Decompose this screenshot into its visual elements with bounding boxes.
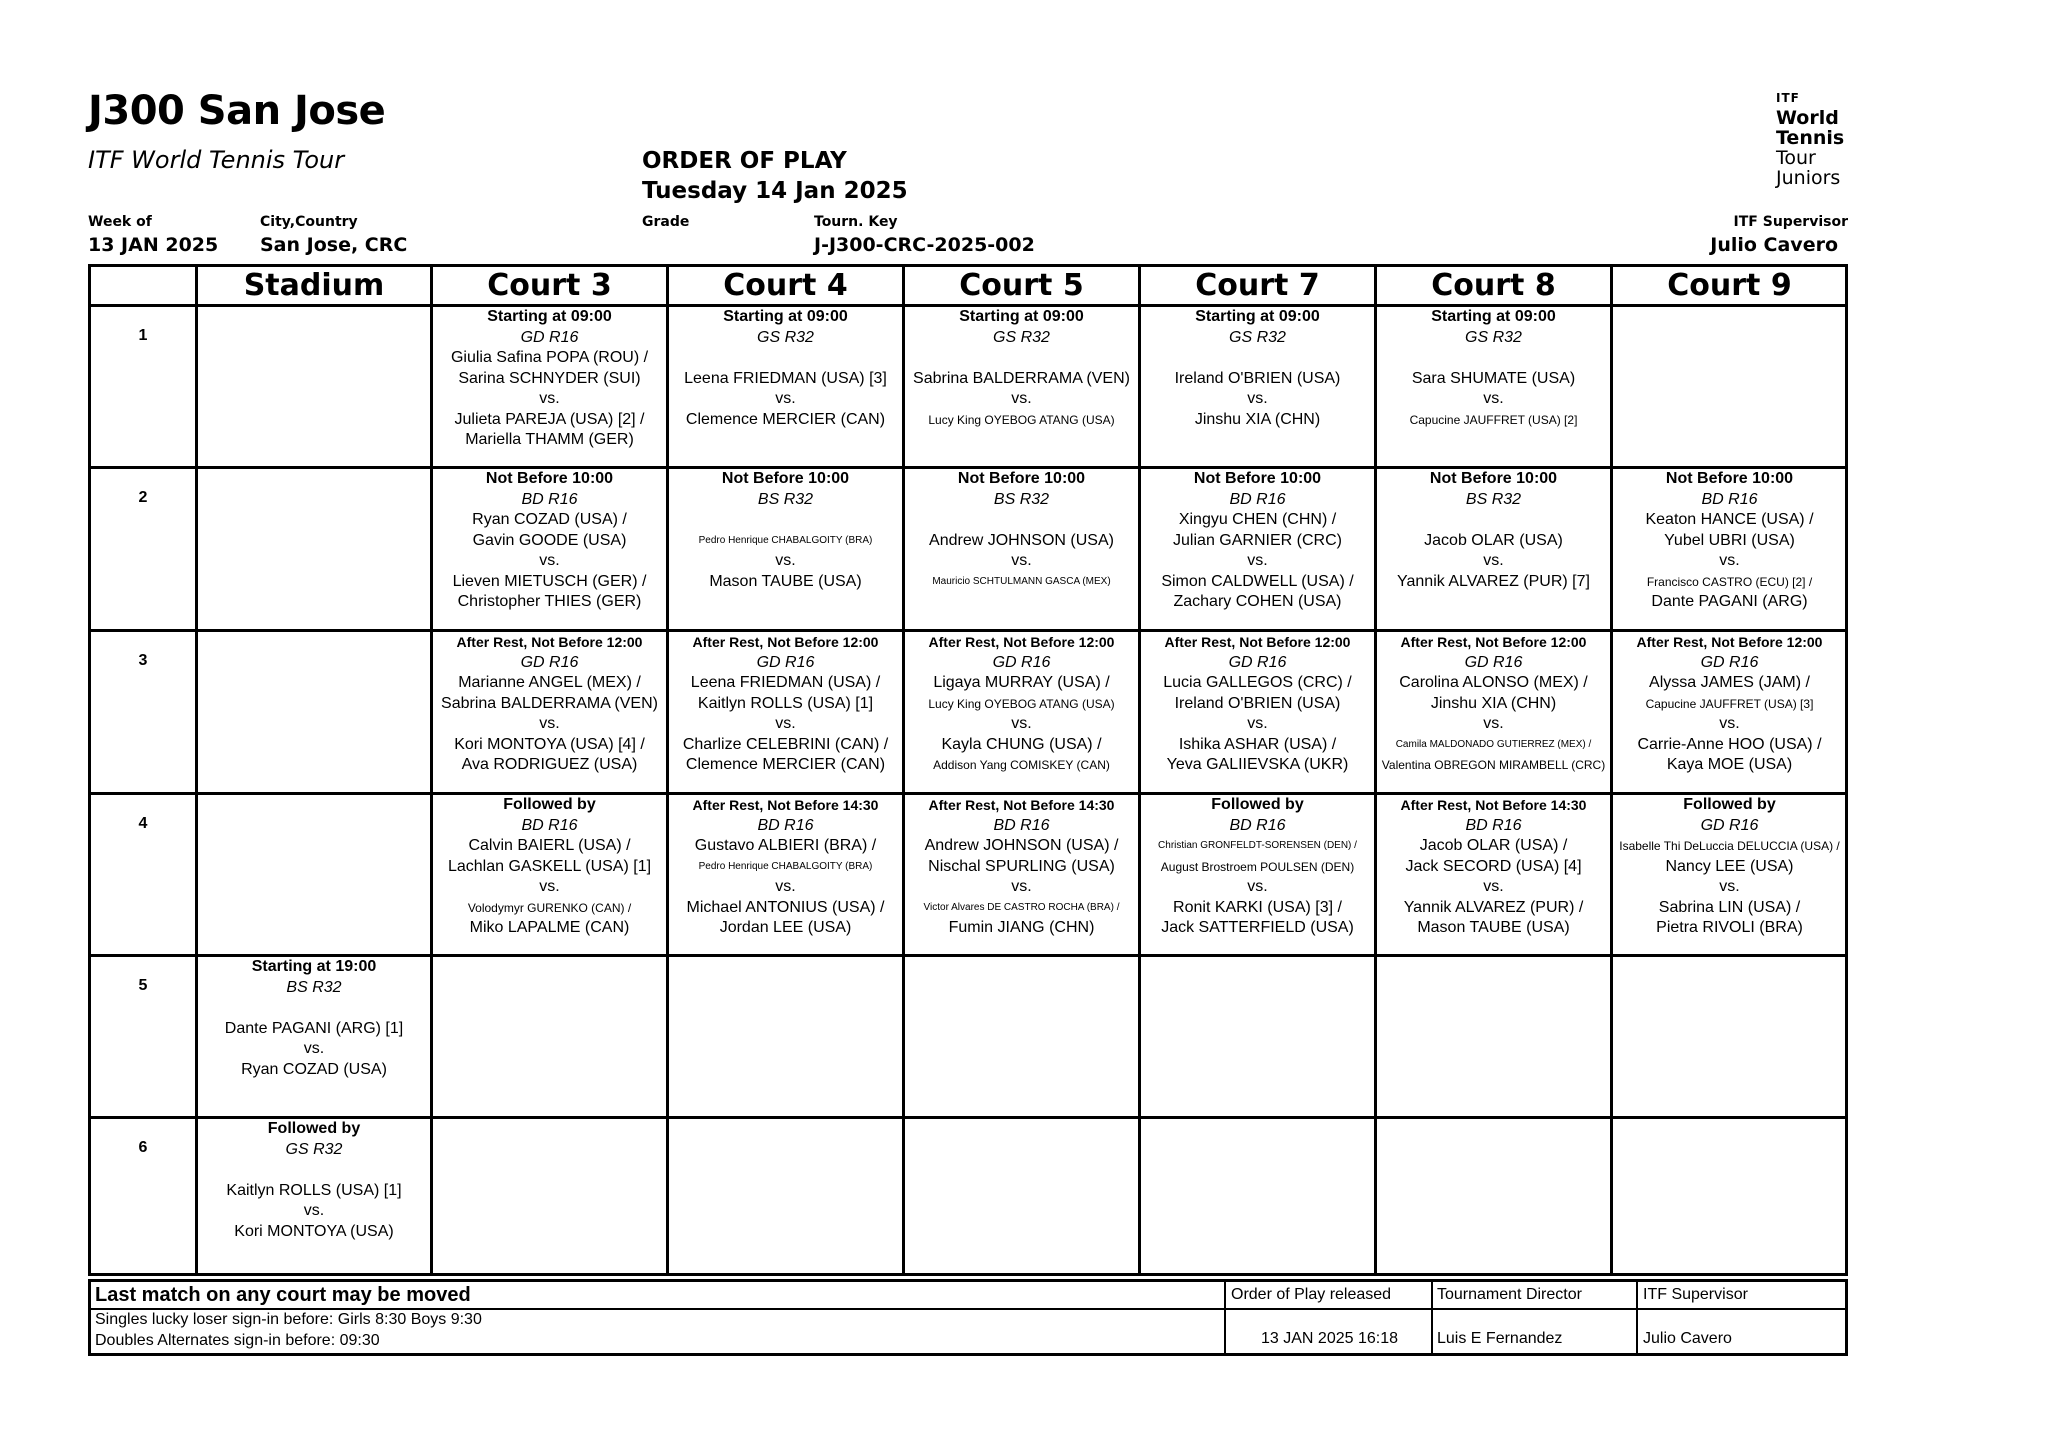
player-line: Dante PAGANI (ARG) [1] <box>224 1019 404 1037</box>
player-line: Nischal SPURLING (USA) <box>928 857 1115 875</box>
player-line: Jack SATTERFIELD (USA) <box>1161 919 1354 936</box>
match-start-time: After Rest, Not Before 12:00 <box>1636 634 1823 650</box>
player-line: Volodymyr GURENKO (CAN) / <box>467 900 632 915</box>
player-line: Kaya MOE (USA) <box>1666 756 1793 773</box>
match-cell <box>902 795 1138 954</box>
week-value: 13 JAN 2025 <box>88 234 219 256</box>
player-line: Jack SECORD (USA) [4] <box>1405 857 1582 875</box>
player-line: Dante PAGANI (ARG) <box>1651 593 1808 610</box>
player-line: Mason TAUBE (USA) <box>709 572 862 590</box>
row-number: 1 <box>138 327 148 344</box>
player-line <box>669 348 902 369</box>
logo-line1: World <box>1776 107 1839 129</box>
match-cell <box>1610 632 1846 792</box>
empty-cell <box>902 1119 1138 1273</box>
player-line <box>198 1242 430 1263</box>
match-start-time: Starting at 09:00 <box>1195 308 1320 325</box>
match-cell <box>430 307 666 466</box>
footer-separator <box>1224 1282 1226 1353</box>
match-cell <box>1610 795 1846 954</box>
row-number: 2 <box>138 489 148 506</box>
match-round: BS R32 <box>757 490 814 508</box>
grade-label: Grade <box>642 214 690 230</box>
match-round: GD R16 <box>756 653 815 671</box>
match-round: GS R32 <box>285 1140 343 1158</box>
tournament-title: J300 San Jose <box>88 88 386 134</box>
match-round: BD R16 <box>757 816 814 834</box>
player-line: Kaitlyn ROLLS (USA) [1] <box>226 1181 402 1199</box>
player-line: Zachary COHEN (USA) <box>1173 593 1342 610</box>
versus-label: vs. <box>1483 715 1504 732</box>
player-line <box>905 430 1138 451</box>
player-line <box>669 510 902 531</box>
player-line: Sara SHUMATE (USA) <box>1411 369 1576 387</box>
last-match-notice: Last match on any court may be moved <box>95 1284 471 1306</box>
released-value: 13 JAN 2025 16:18 <box>1261 1330 1398 1347</box>
match-start-time: After Rest, Not Before 12:00 <box>692 634 879 650</box>
match-round: BD R16 <box>1465 816 1522 834</box>
player-line <box>1377 430 1610 451</box>
match-cell <box>1138 632 1374 792</box>
player-line <box>198 1080 430 1101</box>
tour-subtitle: ITF World Tennis Tour <box>88 146 345 174</box>
match-round: BD R16 <box>521 816 578 834</box>
logo-itf: ITF <box>1776 91 1800 105</box>
match-cell <box>902 632 1138 792</box>
player-line: Mauricio SCHTULMANN GASCA (MEX) <box>932 575 1111 587</box>
player-line: Carolina ALONSO (MEX) / <box>1399 674 1588 691</box>
court-header: Court 5 <box>902 267 1138 304</box>
match-start-time: After Rest, Not Before 14:30 <box>928 797 1115 813</box>
match-round: GS R32 <box>1465 328 1522 346</box>
match-start-time: Not Before 10:00 <box>1665 470 1794 487</box>
player-line: Andrew JOHNSON (USA) <box>929 531 1114 549</box>
player-line: Capucine JAUFFRET (USA) [3] <box>1645 696 1814 711</box>
match-start-time: After Rest, Not Before 14:30 <box>1400 797 1587 813</box>
match-start-time: After Rest, Not Before 12:00 <box>1400 634 1587 650</box>
empty-cell <box>1138 957 1374 1116</box>
player-line: Mariella THAMM (GER) <box>465 431 634 448</box>
match-cell <box>1374 307 1610 466</box>
director-value: Luis E Fernandez <box>1437 1330 1563 1347</box>
match-cell <box>430 632 666 792</box>
player-line <box>198 1160 430 1181</box>
empty-cell <box>1138 1119 1374 1273</box>
player-line <box>905 592 1138 613</box>
match-start-time: After Rest, Not Before 12:00 <box>456 634 643 650</box>
player-line: Sabrina BALDERRAMA (VEN) <box>913 369 1130 387</box>
player-line: Valentina OBREGON MIRAMBELL (CRC) <box>1381 758 1606 772</box>
versus-label: vs. <box>1011 878 1032 895</box>
player-line: Kayla CHUNG (USA) / <box>941 735 1102 753</box>
player-line: Capucine JAUFFRET (USA) [2] <box>1409 412 1578 427</box>
match-round: BD R16 <box>1701 490 1758 508</box>
versus-label: vs. <box>1483 390 1504 407</box>
player-line <box>669 430 902 451</box>
player-line: Charlize CELEBRINI (CAN) / <box>682 735 889 753</box>
player-line: Sabrina BALDERRAMA (VEN) <box>441 694 658 712</box>
city-value: San Jose, CRC <box>260 234 408 256</box>
match-cell <box>195 957 430 1116</box>
match-start-time: Followed by <box>1683 796 1776 813</box>
player-line: Ireland O'BRIEN (USA) <box>1174 694 1341 712</box>
player-line: Jordan LEE (USA) <box>719 919 852 936</box>
player-line: Yannik ALVAREZ (PUR) / <box>1403 898 1584 916</box>
versus-label: vs. <box>1483 552 1504 569</box>
row-number: 5 <box>138 977 148 994</box>
versus-label: vs. <box>1719 552 1740 569</box>
match-start-time: Not Before 10:00 <box>957 470 1086 487</box>
player-line: Ryan COZAD (USA) <box>241 1060 387 1078</box>
footer-separator <box>1636 1282 1638 1353</box>
player-line: Julieta PAREJA (USA) [2] / <box>454 410 645 428</box>
player-line <box>1141 430 1374 451</box>
versus-label: vs. <box>1483 878 1504 895</box>
match-cell <box>1138 307 1374 466</box>
player-line: Kori MONTOYA (USA) [4] / <box>454 735 645 753</box>
player-line: Alyssa JAMES (JAM) / <box>1649 674 1810 691</box>
player-line <box>1377 510 1610 531</box>
match-round: BS R32 <box>993 490 1050 508</box>
match-round: BS R32 <box>286 978 342 996</box>
player-line: Jinshu XIA (CHN) <box>1430 694 1557 712</box>
court-header: Court 9 <box>1610 267 1846 304</box>
match-cell <box>902 307 1138 466</box>
order-of-play-heading <box>642 146 908 206</box>
match-start-time: Followed by <box>503 796 596 813</box>
match-start-time: Not Before 10:00 <box>721 470 850 487</box>
player-line: Mason TAUBE (USA) <box>1417 919 1570 936</box>
match-cell <box>1374 469 1610 629</box>
footer-supervisor-label: ITF Supervisor <box>1643 1286 1748 1303</box>
player-line: Yeva GALIIEVSKA (UKR) <box>1166 756 1349 773</box>
player-line: Andrew JOHNSON (USA) / <box>924 837 1119 854</box>
player-line: Xingyu CHEN (CHN) / <box>1178 511 1337 528</box>
versus-label: vs. <box>775 715 796 732</box>
versus-label: vs. <box>1247 552 1268 569</box>
player-line: Francisco CASTRO (ECU) [2] / <box>1646 574 1813 589</box>
player-line: Miko LAPALME (CAN) <box>469 919 630 936</box>
match-round: BS R32 <box>1465 490 1522 508</box>
versus-label: vs. <box>539 552 560 569</box>
match-start-time: Starting at 09:00 <box>723 308 848 325</box>
player-line: Leena FRIEDMAN (USA) / <box>690 674 881 691</box>
player-line <box>669 592 902 613</box>
player-line: Isabelle Thi DeLuccia DELUCCIA (USA) / <box>1619 839 1840 853</box>
match-cell <box>666 469 902 629</box>
match-start-time: Not Before 10:00 <box>1193 470 1322 487</box>
footer-supervisor-value: Julio Cavero <box>1643 1330 1732 1347</box>
versus-label: vs. <box>1011 715 1032 732</box>
row-number: 3 <box>138 652 148 669</box>
player-line: August Brostroem POULSEN (DEN) <box>1160 859 1355 874</box>
match-start-time: Followed by <box>1211 796 1304 813</box>
alternates-note: Doubles Alternates sign-in before: 09:30 <box>95 1332 380 1349</box>
player-line: Lucy King OYEBOG ATANG (USA) <box>928 412 1115 427</box>
supervisor-label: ITF Supervisor <box>1733 214 1848 230</box>
schedule-row <box>91 307 1845 469</box>
versus-label: vs. <box>1011 552 1032 569</box>
player-line: Pedro Henrique CHABALGOITY (BRA) <box>698 860 873 872</box>
versus-label: vs. <box>1719 715 1740 732</box>
player-line: Julian GARNIER (CRC) <box>1173 531 1342 549</box>
match-round: GD R16 <box>992 653 1051 671</box>
versus-label: vs. <box>539 715 560 732</box>
player-line: Yubel UBRI (USA) <box>1664 531 1795 549</box>
schedule-row <box>91 795 1845 957</box>
match-round: BD R16 <box>993 816 1050 834</box>
player-line: Ronit KARKI (USA) [3] / <box>1173 898 1342 916</box>
player-line: Christian GRONFELDT-SORENSEN (DEN) / <box>1158 840 1357 851</box>
match-round: BD R16 <box>1229 816 1286 834</box>
player-line: Lachlan GASKELL (USA) [1] <box>447 857 652 875</box>
schedule-row <box>91 957 1845 1119</box>
match-cell <box>902 469 1138 629</box>
player-line: Michael ANTONIUS (USA) / <box>686 898 885 916</box>
empty-cell <box>902 957 1138 1116</box>
player-line <box>1377 348 1610 369</box>
empty-cell <box>1610 1119 1846 1273</box>
match-cell <box>666 632 902 792</box>
versus-label: vs. <box>303 1202 325 1219</box>
player-line: Lieven MIETUSCH (GER) / <box>452 572 647 590</box>
player-line: Lucia GALLEGOS (CRC) / <box>1163 674 1352 691</box>
player-line: Jinshu XIA (CHN) <box>1194 410 1321 428</box>
empty-cell <box>195 632 430 792</box>
player-line: Camila MALDONADO GUTIERREZ (MEX) / <box>1395 738 1592 750</box>
match-start-time: Starting at 09:00 <box>487 308 612 325</box>
match-round: GD R16 <box>1700 816 1759 834</box>
player-line: Pedro Henrique CHABALGOITY (BRA) <box>698 534 873 546</box>
player-line <box>905 510 1138 531</box>
player-line: Calvin BAIERL (USA) / <box>468 837 631 854</box>
versus-label: vs. <box>1011 390 1032 407</box>
empty-cell <box>430 1119 666 1273</box>
match-round: GS R32 <box>757 328 814 346</box>
court-header-row <box>91 267 1845 307</box>
empty-cell <box>195 795 430 954</box>
city-label: City,Country <box>260 214 358 230</box>
player-line: Nancy LEE (USA) <box>1665 857 1794 875</box>
match-cell <box>1374 632 1610 792</box>
oop-title: ORDER OF PLAY <box>642 148 847 174</box>
empty-cell <box>195 469 430 629</box>
footer-separator <box>1431 1282 1433 1353</box>
player-line: Jacob OLAR (USA) <box>1424 531 1563 549</box>
versus-label: vs. <box>775 552 796 569</box>
player-line: Clemence MERCIER (CAN) <box>685 756 886 773</box>
versus-label: vs. <box>775 878 796 895</box>
player-line: Kori MONTOYA (USA) <box>234 1222 394 1240</box>
player-line: Victor Alvares DE CASTRO ROCHA (BRA) / <box>923 901 1120 913</box>
match-start-time: Not Before 10:00 <box>485 470 614 487</box>
versus-label: vs. <box>1719 878 1740 895</box>
court-header: Court 7 <box>1138 267 1374 304</box>
player-line: Christopher THIES (GER) <box>457 593 642 610</box>
versus-label: vs. <box>539 390 560 407</box>
match-start-time: After Rest, Not Before 12:00 <box>928 634 1115 650</box>
itf-juniors-logo <box>1776 88 1856 188</box>
player-line: Sarina SCHNYDER (SUI) <box>458 369 641 387</box>
versus-label: vs. <box>1247 715 1268 732</box>
player-line: Kaitlyn ROLLS (USA) [1] <box>697 694 874 712</box>
director-label: Tournament Director <box>1437 1286 1582 1303</box>
match-cell <box>1138 469 1374 629</box>
oop-date: Tuesday 14 Jan 2025 <box>642 178 908 204</box>
match-round: GD R16 <box>520 328 579 346</box>
player-line <box>1377 592 1610 613</box>
match-cell <box>666 307 902 466</box>
tourn-key-value: J-J300-CRC-2025-002 <box>814 234 1035 256</box>
player-line: Pietra RIVOLI (BRA) <box>1656 919 1803 936</box>
released-label: Order of Play released <box>1231 1286 1392 1303</box>
match-round: GD R16 <box>1464 653 1523 671</box>
court-header: Court 8 <box>1374 267 1610 304</box>
player-line: Jacob OLAR (USA) / <box>1419 837 1568 854</box>
player-line <box>1141 348 1374 369</box>
versus-label: vs. <box>1247 878 1268 895</box>
match-start-time: Starting at 19:00 <box>251 958 377 975</box>
empty-cell <box>1610 957 1846 1116</box>
player-line: Carrie-Anne HOO (USA) / <box>1637 735 1822 753</box>
week-label: Week of <box>88 214 152 230</box>
player-line: Ireland O'BRIEN (USA) <box>1174 369 1341 387</box>
match-start-time: After Rest, Not Before 14:30 <box>692 797 879 813</box>
player-line: Gavin GOODE (USA) <box>472 531 627 549</box>
match-round: BD R16 <box>521 490 578 508</box>
player-line: Clemence MERCIER (CAN) <box>685 410 886 428</box>
player-line: Ryan COZAD (USA) / <box>472 511 627 528</box>
court-header: Stadium <box>195 267 430 304</box>
empty-cell <box>430 957 666 1116</box>
versus-label: vs. <box>775 390 796 407</box>
versus-label: vs. <box>539 878 560 895</box>
player-line <box>198 998 430 1019</box>
match-round: GS R32 <box>993 328 1050 346</box>
empty-cell <box>1374 1119 1610 1273</box>
empty-cell <box>1610 307 1846 466</box>
player-line: Leena FRIEDMAN (USA) [3] <box>684 369 887 387</box>
supervisor-value: Julio Cavero <box>1710 234 1838 256</box>
match-start-time: Starting at 09:00 <box>1431 308 1556 325</box>
player-line: Addison Yang COMISKEY (CAN) <box>933 758 1110 772</box>
schedule-row <box>91 632 1845 795</box>
empty-cell <box>1374 957 1610 1116</box>
court-header: Court 4 <box>666 267 902 304</box>
match-cell <box>1138 795 1374 954</box>
versus-label: vs. <box>1247 390 1268 407</box>
player-line: Gustavo ALBIERI (BRA) / <box>694 837 877 854</box>
schedule-row <box>91 469 1845 632</box>
schedule-row <box>91 1119 1845 1273</box>
player-line: Ligaya MURRAY (USA) / <box>933 674 1110 691</box>
match-cell <box>430 469 666 629</box>
player-line: Simon CALDWELL (USA) / <box>1161 572 1354 590</box>
logo-line4: Juniors <box>1776 167 1841 189</box>
match-cell <box>1610 469 1846 629</box>
player-line: Giulia Safina POPA (ROU) / <box>450 349 649 366</box>
order-of-play-grid <box>88 264 1848 1276</box>
player-line: Keaton HANCE (USA) / <box>1645 511 1814 528</box>
match-round: BD R16 <box>1229 490 1286 508</box>
match-cell <box>666 795 902 954</box>
match-start-time: Starting at 09:00 <box>959 308 1084 325</box>
row-number: 6 <box>138 1139 148 1156</box>
match-round: GD R16 <box>1228 653 1287 671</box>
empty-cell <box>666 1119 902 1273</box>
tourn-key-label: Tourn. Key <box>814 214 898 230</box>
logo-line2: Tennis <box>1776 127 1845 149</box>
player-line: Fumin JIANG (CHN) <box>948 919 1095 936</box>
player-line: Ava RODRIGUEZ (USA) <box>461 756 638 773</box>
match-round: GD R16 <box>520 653 579 671</box>
player-line: Yannik ALVAREZ (PUR) [7] <box>1397 572 1590 590</box>
match-start-time: Followed by <box>267 1120 361 1137</box>
match-cell <box>430 795 666 954</box>
lucky-loser-note: Singles lucky loser sign-in before: Girls 8:30 Boys 9:30 <box>95 1311 482 1328</box>
court-header: Court 3 <box>430 267 666 304</box>
match-start-time: Not Before 10:00 <box>1429 470 1558 487</box>
footer-box <box>88 1279 1848 1356</box>
empty-cell <box>666 957 902 1116</box>
versus-label: vs. <box>303 1040 325 1057</box>
player-line <box>905 348 1138 369</box>
match-start-time: After Rest, Not Before 12:00 <box>1164 634 1351 650</box>
match-cell <box>1374 795 1610 954</box>
empty-cell <box>195 307 430 466</box>
match-round: GS R32 <box>1229 328 1286 346</box>
player-line: Sabrina LIN (USA) / <box>1658 898 1801 916</box>
player-line: Ishika ASHAR (USA) / <box>1178 735 1337 753</box>
player-line: Marianne ANGEL (MEX) / <box>458 674 641 691</box>
logo-line3: Tour <box>1776 147 1816 169</box>
match-cell <box>195 1119 430 1273</box>
match-round: GD R16 <box>1700 653 1759 671</box>
row-number: 4 <box>138 815 148 832</box>
player-line: Lucy King OYEBOG ATANG (USA) <box>928 696 1115 711</box>
